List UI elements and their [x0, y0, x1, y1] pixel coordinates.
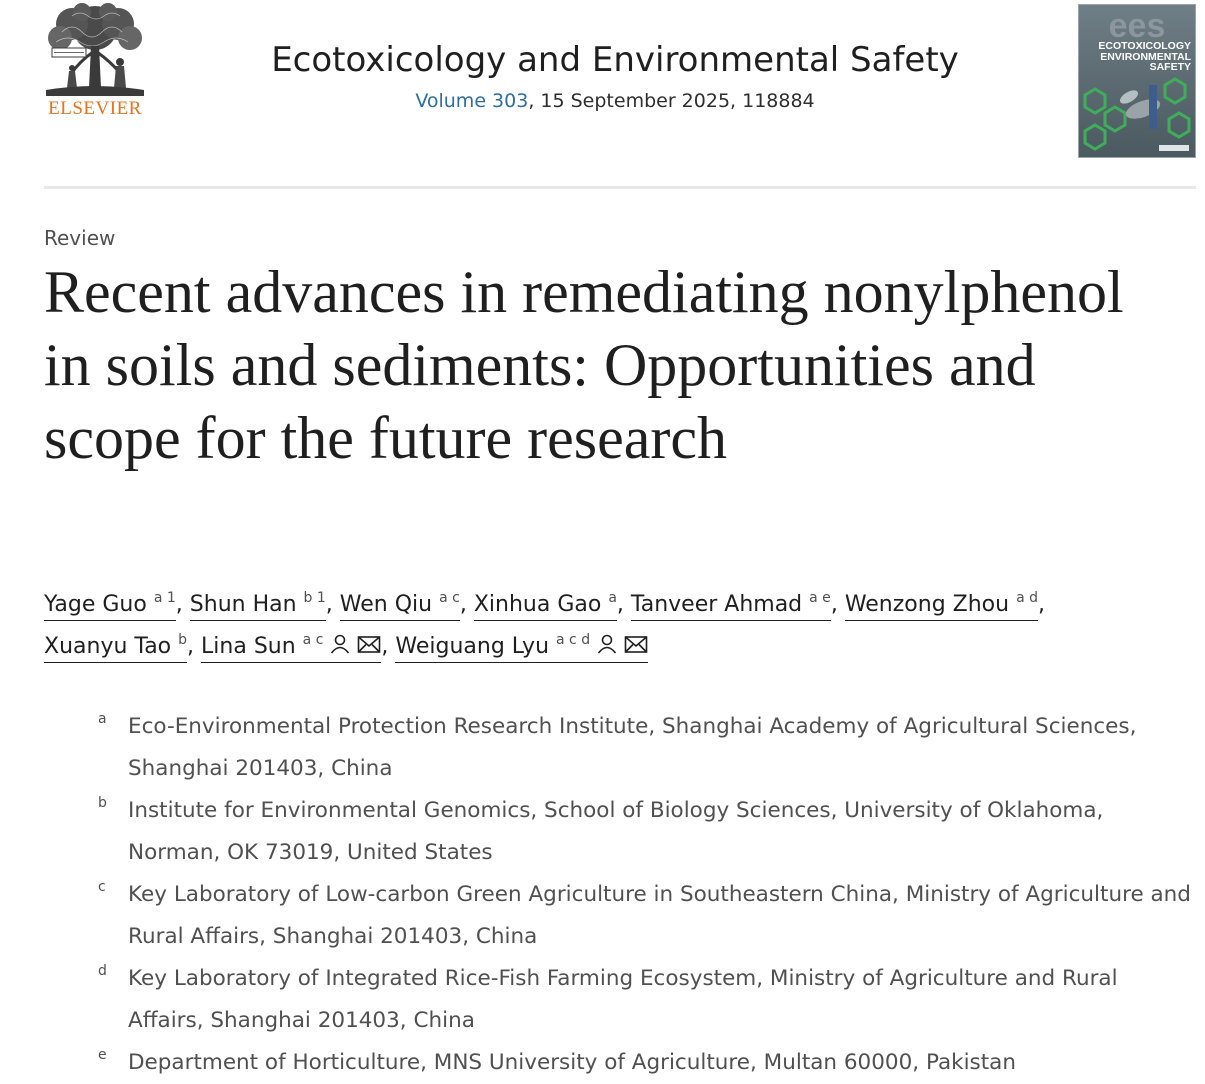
affiliation-item [98, 1042, 1198, 1084]
affiliation-label: a [98, 711, 107, 727]
journal-cover-image[interactable] [1078, 4, 1196, 158]
publisher-name: ELSEVIER [48, 98, 142, 119]
author-link[interactable]: Yage Guo $^{a 1}$ [44, 592, 176, 621]
author-link[interactable]: Shun Han $^{b 1}$ [190, 592, 326, 621]
person-icon [329, 633, 351, 655]
journal-header [0, 0, 1205, 170]
envelope-icon [357, 635, 381, 655]
affiliation-list [98, 706, 1198, 1084]
journal-title-link[interactable]: Ecotoxicology and Environmental Safety [271, 40, 959, 80]
affiliation-text: Institute for Environmental Genomics, School of Biology Sciences, University of Oklahoma, Norman, OK 73019, United States [128, 798, 1104, 865]
author-link-corresponding[interactable]: Weiguang Lyu $^{a c d}$ [395, 634, 648, 663]
affiliation-label: d [98, 963, 107, 979]
header-divider [44, 186, 1196, 189]
issue-details: , 15 September 2025, 118884 [528, 90, 815, 112]
person-icon [596, 633, 618, 655]
elsevier-tree-logo-icon [42, 2, 148, 98]
author-affiliation-marks: a d [1016, 590, 1039, 606]
affiliation-item [98, 958, 1198, 1042]
author-affiliation-marks: b [178, 632, 188, 648]
affiliation-item [98, 790, 1198, 874]
cover-title: ECOTOXICOLOGY ENVIRONMENTAL SAFETY [1098, 40, 1191, 73]
author-link[interactable]: Xinhua Gao $^a$ [474, 592, 617, 621]
volume-link[interactable]: Volume 303 [415, 90, 529, 112]
affiliation-text: Key Laboratory of Integrated Rice-Fish Farming Ecosystem, Ministry of Agriculture and Rural Affairs, Shanghai 201403, China [128, 966, 1118, 1033]
affiliation-label: e [98, 1047, 107, 1063]
author-affiliation-marks: a 1 [153, 590, 176, 606]
affiliation-item [98, 706, 1198, 790]
affiliation-text: Eco-Environmental Protection Research Institute, Shanghai Academy of Agricultural Sciences, Shanghai 201403, China [128, 714, 1137, 781]
author-affiliation-marks: a c [302, 632, 324, 648]
author-link[interactable]: Wen Qiu $^{a c}$ [340, 592, 460, 621]
author-affiliation-marks: a [608, 590, 617, 606]
author-link[interactable]: Tanveer Ahmad $^{a e}$ [631, 592, 831, 621]
affiliation-text: Key Laboratory of Low-carbon Green Agriculture in Southeastern China, Ministry of Agriculture and Rural Affairs, Shanghai 201403, China [128, 882, 1191, 949]
author-affiliation-marks: a c [439, 590, 460, 606]
journal-info [200, 40, 1030, 112]
author-link[interactable]: Wenzong Zhou $^{a d}$ [845, 592, 1038, 621]
cover-emblem-icon [1079, 5, 1195, 45]
affiliation-label: b [98, 795, 107, 811]
author-link[interactable]: Xuanyu Tao $^b$ [44, 634, 187, 663]
author-affiliation-marks: b 1 [303, 590, 326, 606]
affiliation-text: Department of Horticulture, MNS University of Agriculture, Multan 60000, Pakistan [128, 1050, 1016, 1075]
affiliation-item [98, 874, 1198, 958]
article-title: Recent advances in remediating nonylphenol in soils and sediments: Opportunities and scope for the future research [44, 259, 1124, 471]
cover-artwork [1079, 75, 1195, 158]
author-list: Yage Guo $^{a 1}$, Shun Han $^{b 1}$, Wen Qiu $^{a c}$, Xinhua Gao $^a$, Tanveer Ahmad $^{a e}$, Wenzong Zhou $^{a d}$, Xuanyu Tao $^b$, Lina Sun $^{a c}$ , Weiguang Lyu $^{a c d}$ [44, 584, 1184, 668]
svg-text:ees: ees [1108, 7, 1166, 45]
envelope-icon [624, 635, 648, 655]
issue-line [200, 90, 1030, 112]
publisher-logo[interactable] [42, 2, 148, 120]
author-link-corresponding[interactable]: Lina Sun $^{a c}$ [201, 634, 381, 663]
author-affiliation-marks: a e [809, 590, 831, 606]
affiliation-label: c [98, 879, 106, 895]
article-type: Review [44, 226, 116, 250]
author-affiliation-marks: a c d [556, 632, 591, 648]
